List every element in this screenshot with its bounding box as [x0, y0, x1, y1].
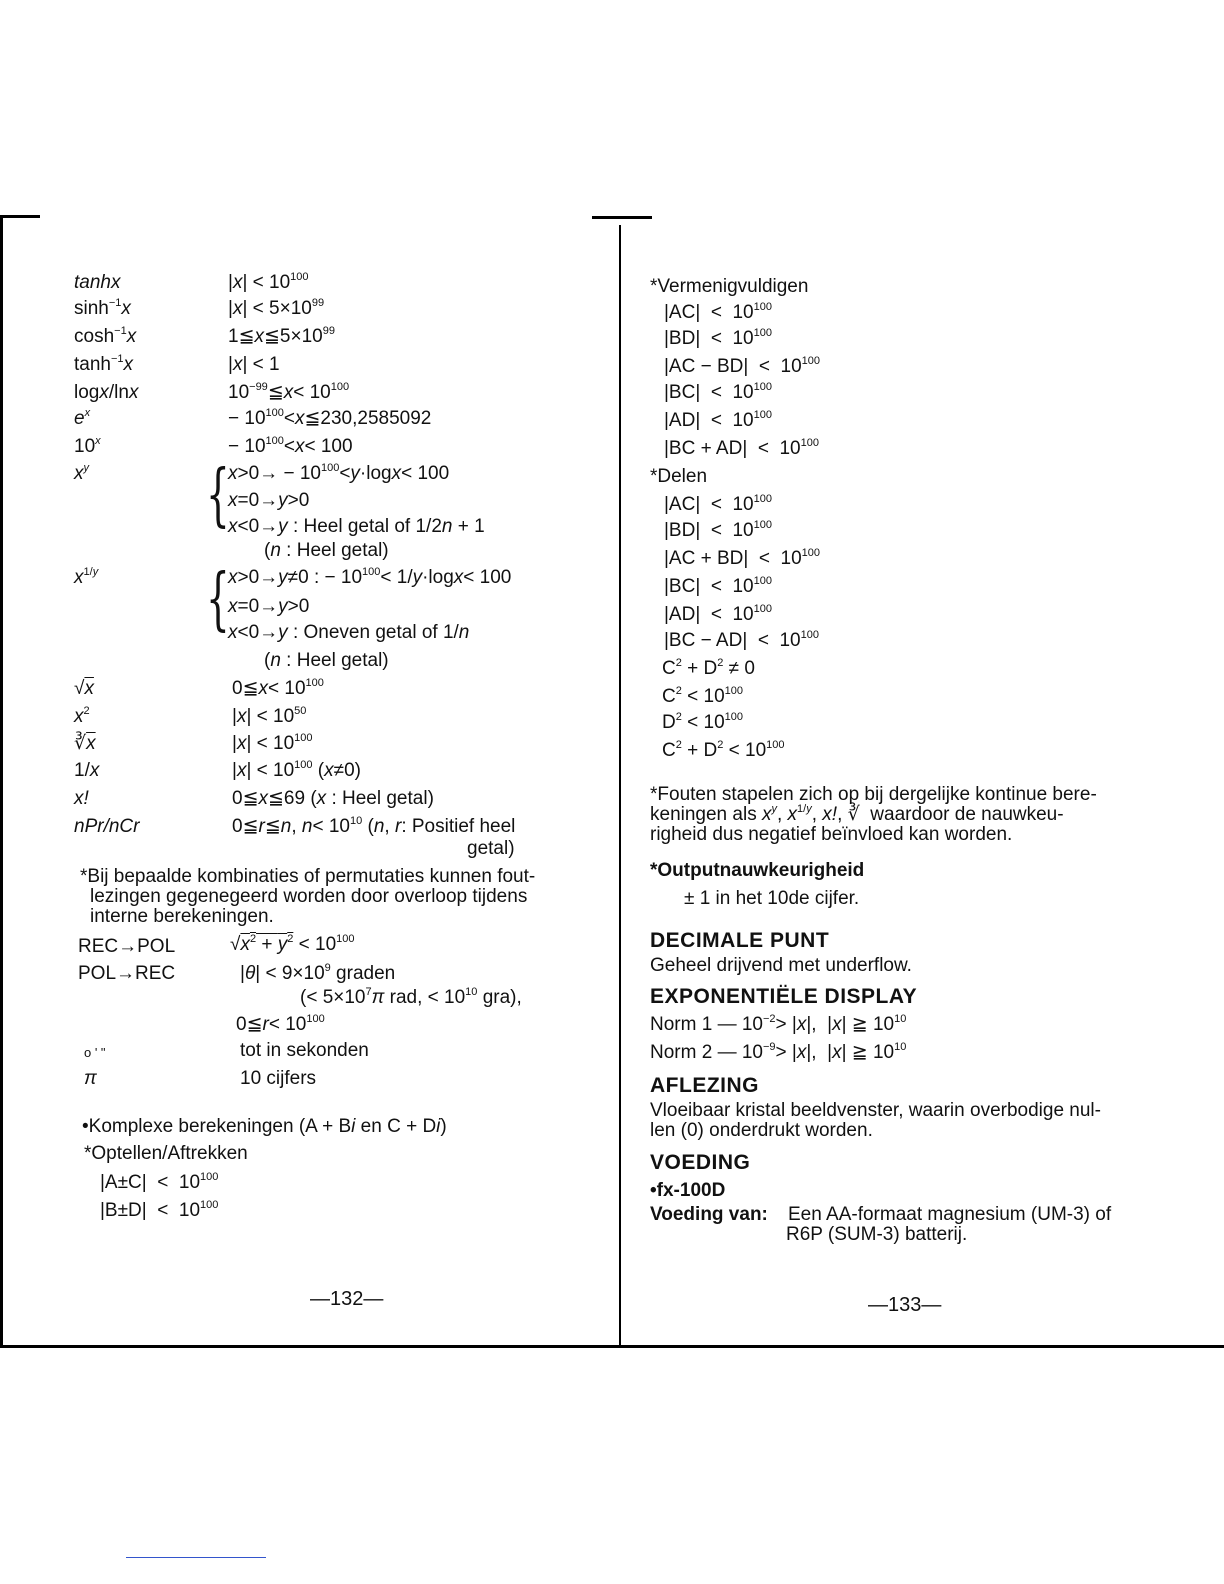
xy-line-3: x<0→y : Heel getal of 1/2n + 1: [228, 516, 485, 537]
x1y-line-1: x>0→y≠0 : − $10^{100}< 1/y\cdot\log x< 100$: [228, 566, 512, 588]
x1y-line-4: (n : Heel getal): [264, 650, 389, 671]
voeding-text-1: Een AA-formaat magnesium (UM-3) of: [788, 1204, 1112, 1225]
voeding-model: •fx-100D: [650, 1180, 726, 1201]
output-text: ± 1 in het 10de cijfer.: [684, 888, 860, 909]
complex-title: •Komplexe berekeningen (A + Bi en C + Di): [82, 1116, 447, 1137]
left-frame-edge: [0, 218, 3, 1346]
add-item-2: $|B\pm D| < 10^{100}$: [100, 1199, 219, 1221]
div-item: $|AC| < 10^{100}$: [664, 493, 772, 515]
div-item: $C^2 < 10^{100}$: [662, 685, 744, 707]
div-item: $|AC + BD| < 10^{100}$: [664, 547, 821, 569]
mult-item: $|BC| < 10^{100}$: [664, 381, 772, 403]
fn-range: 0≦x≦69 (x : Heel getal): [232, 788, 434, 809]
error-note-1: *Fouten stapelen zich op bij dergelijke kontinue bere-: [650, 784, 1097, 805]
aflezing-text-2: len (0) onderdrukt worden.: [650, 1120, 873, 1141]
fn-label: 10$^x$: [74, 435, 101, 457]
fn-label: nPr/nCr: [74, 816, 140, 837]
fn-label: 1/x: [74, 760, 100, 781]
rec-pol-range: $√x^2 + y^2 < 10^{100}$: [230, 933, 355, 955]
r-range: 0≦r< $10^{100}$: [236, 1013, 325, 1035]
add-item-1: $|A\pm C| < 10^{100}$: [100, 1171, 219, 1193]
div-item: $D^2 < 10^{100}$: [662, 711, 744, 733]
center-gutter-line: [619, 225, 621, 1347]
pi-label: π: [84, 1068, 97, 1089]
fn-label: $e^x$: [74, 407, 91, 429]
brace: {: [206, 560, 230, 639]
fn-range: $|x| < 5\times 10^{99}$: [228, 297, 325, 319]
div-title: *Delen: [650, 466, 708, 487]
decimal-title: DECIMALE PUNT: [650, 929, 830, 952]
note-line-1: *Bij bepaalde kombinaties of permutaties kunnen fout-: [80, 866, 536, 887]
mult-item: $|AD| < 10^{100}$: [664, 409, 772, 431]
mult-item: $|BD| < 10^{100}$: [664, 327, 772, 349]
aflezing-text-1: Vloeibaar kristal beeldvenster, waarin overbodige nul-: [650, 1100, 1101, 1121]
div-item: $C^2 + D^2 \ne 0$: [662, 657, 755, 679]
mult-item: $|BC + AD| < 10^{100}$: [664, 437, 819, 459]
page-number-left: —132—: [310, 1288, 384, 1310]
fn-range: 0≦r≦n, $n< 10^{10}$ (n, r: Positief heel: [232, 815, 516, 837]
brace: {: [206, 456, 230, 535]
note-line-2: lezingen gegenegeerd worden door overloop tijdens: [90, 886, 528, 907]
voeding-title: VOEDING: [650, 1151, 751, 1174]
bottom-frame-line: [0, 1345, 1224, 1348]
pi-range: 10 cijfers: [240, 1068, 317, 1089]
div-item: $|BC| < 10^{100}$: [664, 575, 772, 597]
norm-2: Norm 2 — $10^{-9}> |x|$, |x| ≧ $10^{10}$: [650, 1041, 907, 1063]
top-frame-line-left: [0, 215, 40, 218]
fn-label: $∛\overline{x}$: [74, 733, 96, 754]
fn-range: $|x| < 10^{100}$: [232, 732, 313, 754]
div-item: $C^2 + D^2 < 10^{100}$: [662, 739, 785, 761]
xy-line-2: x=0→y>0: [228, 490, 310, 511]
fn-range: $|x| < 10^{50}$: [232, 705, 307, 727]
div-item: $|BC - AD| < 10^{100}$: [664, 629, 819, 651]
fn-label-xy: $x^y$: [74, 462, 89, 484]
pol-rec-label: POL→REC: [78, 963, 176, 984]
dms-label: o ' ": [84, 1045, 106, 1060]
fn-label: tanhx: [74, 272, 121, 293]
x1y-line-2: x=0→y>0: [228, 596, 310, 617]
fn-label: $\sinh^{-1}x$: [74, 297, 131, 319]
div-item: $|AD| < 10^{100}$: [664, 603, 772, 625]
fn-range: $10^{-99}≦x< 10^{100}$: [228, 381, 350, 403]
xy-line-4: (n : Heel getal): [264, 540, 389, 561]
fn-label: logx/lnx: [74, 382, 139, 403]
mult-title: *Vermenigvuldigen: [650, 276, 809, 297]
page-number-right: —133—: [868, 1294, 942, 1316]
x1y-line-3: x<0→y : Oneven getal of 1/n: [228, 622, 470, 643]
fn-label: x!: [74, 788, 89, 809]
rec-pol-label: REC→POL: [78, 936, 176, 957]
fn-label-x1y: $x^{1/y}$: [74, 566, 99, 588]
aflezing-title: AFLEZING: [650, 1074, 759, 1097]
mult-item: $|AC - BD| < 10^{100}$: [664, 355, 821, 377]
fn-range: 0≦x< $10^{100}$: [232, 677, 324, 699]
fn-range: − $10^{100}<x≦230,2585092$: [228, 407, 432, 429]
add-title: *Optellen/Aftrekken: [84, 1143, 248, 1164]
fn-range: $1≦x≦5\times 10^{99}$: [228, 325, 335, 347]
fn-label: $x^2$: [74, 705, 90, 727]
mult-item: $|AC| < 10^{100}$: [664, 301, 772, 323]
fn-label: $\cosh^{-1}x$: [74, 325, 137, 347]
decimal-text: Geheel drijvend met underflow.: [650, 955, 912, 976]
top-frame-line-right: [592, 216, 652, 219]
voeding-label: Voeding van:: [650, 1204, 768, 1225]
npr-continuation: getal): [467, 838, 515, 859]
error-note-3: righeid dus negatief beïnvloed kan worden.: [650, 824, 1013, 845]
fn-range: $|x| < 10^{100}$ (x≠0): [232, 759, 361, 781]
fn-range: |x| < 1: [228, 354, 280, 375]
pol-rec-continuation: (< $5\times 10^7\pi$ rad, < $10^{10}$ gra),: [300, 986, 522, 1008]
fn-label: $\tanh^{-1}x$: [74, 353, 134, 375]
xy-line-1: $x>0\to - 10^{100}<y\cdot\log x< 100$: [228, 462, 450, 484]
fn-range: $|x| < 10^{100}$: [228, 271, 309, 293]
exponent-title: EXPONENTIËLE DISPLAY: [650, 985, 918, 1008]
dms-range: tot in sekonden: [240, 1040, 369, 1061]
fn-range: − $10^{100}<x< 100$: [228, 435, 353, 457]
footer-underline: [126, 1557, 266, 1558]
output-title: *Outputnauwkeurigheid: [650, 860, 865, 881]
voeding-text-2: R6P (SUM-3) batterij.: [786, 1224, 968, 1245]
note-line-3: interne berekeningen.: [90, 906, 274, 927]
fn-label: √x: [74, 678, 94, 699]
error-note-2: keningen als $x^y$, $x^{1/y}$, x!, ∛ waardoor de nauwkeu-: [650, 803, 1064, 825]
norm-1: Norm 1 — $10^{-2}> |x|$, |x| ≧ $10^{10}$: [650, 1013, 907, 1035]
div-item: $|BD| < 10^{100}$: [664, 519, 772, 541]
pol-rec-range: $|\theta| < 9\times 10^9$ graden: [240, 962, 396, 984]
